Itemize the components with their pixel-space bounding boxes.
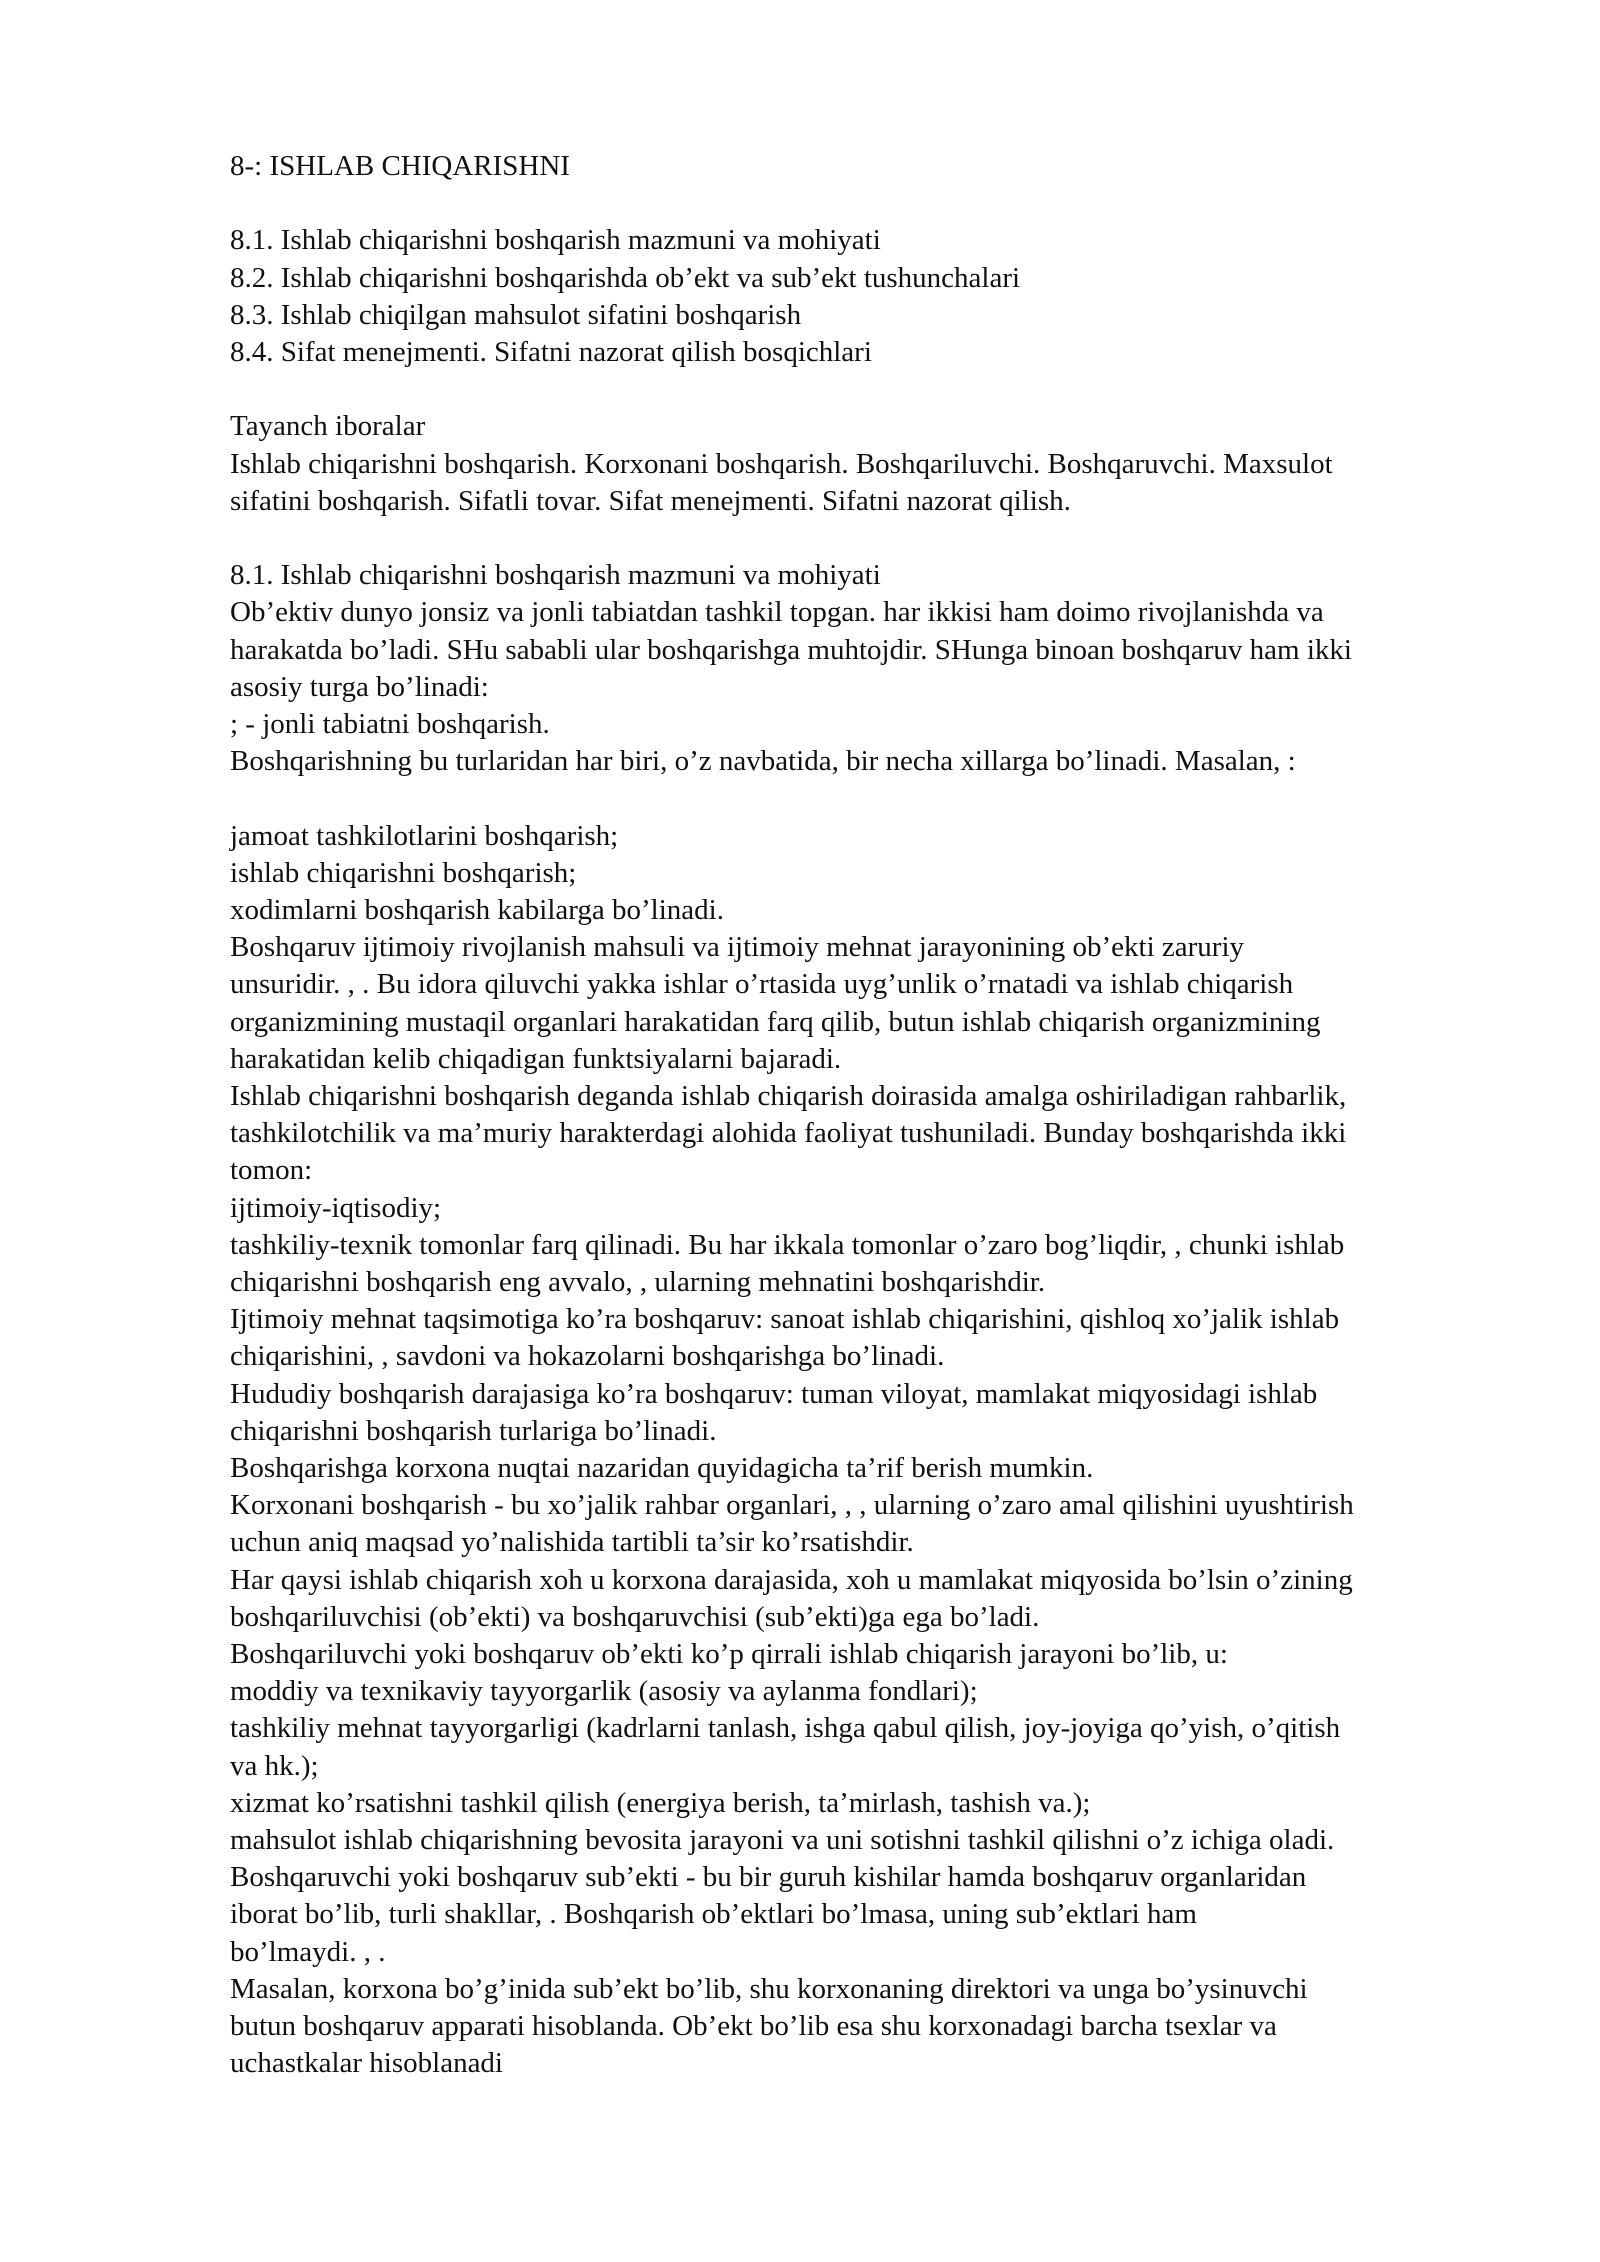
text-line: chiqarishni boshqarish eng avvalo, , ularning mehnatini boshqarishdir. [230, 1266, 1046, 1299]
toc-item: 8.2. Ishlab chiqarishni boshqarishda ob’ekt va sub’ekt tushunchalari [230, 261, 1021, 294]
text-line: Hududiy boshqarish darajasiga ko’ra boshqaruv: tuman viloyat, mamlakat miqyosidagi ishlab [230, 1377, 1318, 1410]
paragraph-block [230, 594, 1530, 780]
spacer [230, 520, 1530, 557]
toc-item: 8.3. Ishlab chiqilgan mahsulot sifatini boshqarish [230, 298, 802, 331]
text-line: Boshqaruv ijtimoiy rivojlanish mahsuli va ijtimoiy mehnat jarayonining ob’ekti zaruriy [230, 931, 1245, 964]
text-line: Masalan, korxona bo’g’inida sub’ekt bo’lib, shu korxonaning direktori va unga bo’ysinuvchi [230, 1972, 1308, 2005]
spacer [230, 185, 1530, 222]
text-line: iborat bo’lib, turli shakllar, . Boshqarish ob’ektlari bo’lmasa, uning sub’ektlari ham [230, 1898, 1197, 1931]
keywords-line: sifatini boshqarish. Sifatli tovar. Sifat menejmenti. Sifatni nazorat qilish. [230, 484, 1071, 517]
text-line: chiqarishni boshqarish turlariga bo’linadi. [230, 1414, 717, 1447]
text-line: boshqariluvchisi (ob’ekti) va boshqaruvchisi (sub’ekti)ga ega bo’ladi. [230, 1600, 1040, 1633]
text-line: va hk.); [230, 1749, 319, 1782]
text-line: jamoat tashkilotlarini boshqarish; [230, 819, 619, 852]
spacer [230, 780, 1530, 817]
text-line: ijtimoiy-iqtisodiy; [230, 1191, 442, 1224]
spacer [230, 371, 1530, 408]
text-line: uchun aniq maqsad yo’nalishida tartibli ta’sir ko’rsatishdir. [230, 1526, 914, 1559]
chapter-title: 8-: ISHLAB CHIQARISHNI [230, 150, 570, 182]
paragraph-block [230, 818, 1530, 2083]
text-line: xizmat ko’rsatishni tashkil qilish (energiya berish, ta’mirlash, tashish va.); [230, 1786, 1091, 1819]
text-line: Har qaysi ishlab chiqarish xoh u korxona darajasida, xoh u mamlakat miqyosida bo’lsin o’zining [230, 1563, 1353, 1596]
table-of-contents [230, 222, 1530, 371]
text-line: uchastkalar hisoblanadi [230, 2047, 503, 2080]
text-line: ; - jonli tabiatni boshqarish. [230, 708, 550, 740]
text-line: ishlab chiqarishni boshqarish; [230, 856, 577, 889]
text-line: chiqarishini, , savdoni va hokazolarni boshqarishga bo’linadi. [230, 1340, 945, 1373]
text-line: Boshqariluvchi yoki boshqaruv ob’ekti ko’p qirrali ishlab chiqarish jarayoni bo’lib, u: [230, 1638, 1228, 1671]
text-line: Boshqaruvchi yoki boshqaruv sub’ekti - bu bir guruh kishilar hamda boshqaruv organlaridan [230, 1861, 1307, 1894]
text-line: harakatda bo’ladi. SHu sababli ular boshqarishga muhtojdir. SHunga binoan boshqaruv ham ikki [230, 633, 1352, 666]
text-line: unsuridir. , . Bu idora qiluvchi yakka ishlar o’rtasida uyg’unlik o’rnatadi va ishlab chiqarish [230, 968, 1294, 1001]
text-line: xodimlarni boshqarish kabilarga bo’linadi. [230, 894, 724, 926]
text-line: organizmining mustaqil organlari harakatidan farq qilib, butun ishlab chiqarish organizmining [230, 1005, 1321, 1038]
text-line: mahsulot ishlab chiqarishning bevosita jarayoni va uni sotishni tashkil qilishni o’z ichiga oladi. [230, 1824, 1335, 1857]
document-page [230, 148, 1530, 2083]
text-line: tashkiliy mehnat tayyorgarligi (kadrlarni tanlash, ishga qabul qilish, joy-joyiga qo’yish, o’qitish [230, 1712, 1341, 1745]
toc-item: 8.1. Ishlab chiqarishni boshqarish mazmuni va mohiyati [230, 224, 881, 257]
keywords-heading: Tayanch iboralar [230, 410, 426, 443]
text-line: Ob’ektiv dunyo jonsiz va jonli tabiatdan tashkil topgan. har ikkisi ham doimo rivojlanishda va [230, 596, 1324, 629]
text-line: moddiy va texnikaviy tayyorgarlik (asosiy va aylanma fondlari); [230, 1675, 978, 1708]
text-line: tashkiliy-texnik tomonlar farq qilinadi. Bu har ikkala tomonlar o’zaro bog’liqdir, , chunki ishlab [230, 1228, 1345, 1261]
keywords-section [230, 408, 1530, 520]
text-line: harakatidan kelib chiqadigan funktsiyalarni bajaradi. [230, 1042, 842, 1075]
text-line: Ishlab chiqarishni boshqarish deganda ishlab chiqarish doirasida amalga oshiriladigan rahbarlik, [230, 1080, 1347, 1113]
text-line: tomon: [230, 1154, 313, 1187]
text-line: Ijtimoiy mehnat taqsimotiga ko’ra boshqaruv: sanoat ishlab chiqarishini, qishloq xo’jalik ishlab [230, 1303, 1340, 1336]
text-line: Korxonani boshqarish - bu xo’jalik rahbar organlari, , , ularning o’zaro amal qilishini uyushtirish [230, 1489, 1354, 1522]
text-line: asosiy turga bo’linadi: [230, 670, 489, 703]
toc-item: 8.4. Sifat menejmenti. Sifatni nazorat qilish bosqichlari [230, 336, 872, 368]
section-8-1 [230, 557, 1530, 780]
text-line: butun boshqaruv apparati hisoblanda. Ob’ekt bo’lib esa shu korxonadagi barcha tsexlar va [230, 2010, 1277, 2043]
text-line: bo’lmaydi. , . [230, 1935, 386, 1968]
text-line: tashkilotchilik va ma’muriy harakterdagi alohida faoliyat tushuniladi. Bunday boshqarishda ikki [230, 1117, 1347, 1150]
section-heading: 8.1. Ishlab chiqarishni boshqarish mazmuni va mohiyati [230, 559, 881, 592]
text-line: Boshqarishning bu turlaridan har biri, o’z navbatida, bir necha xillarga bo’linadi. Masalan, : [230, 745, 1296, 778]
text-line: Boshqarishga korxona nuqtai nazaridan quyidagicha ta’rif berish mumkin. [230, 1452, 1094, 1485]
keywords-line: Ishlab chiqarishni boshqarish. Korxonani boshqarish. Boshqariluvchi. Boshqaruvchi. Maxsulot [230, 447, 1333, 480]
